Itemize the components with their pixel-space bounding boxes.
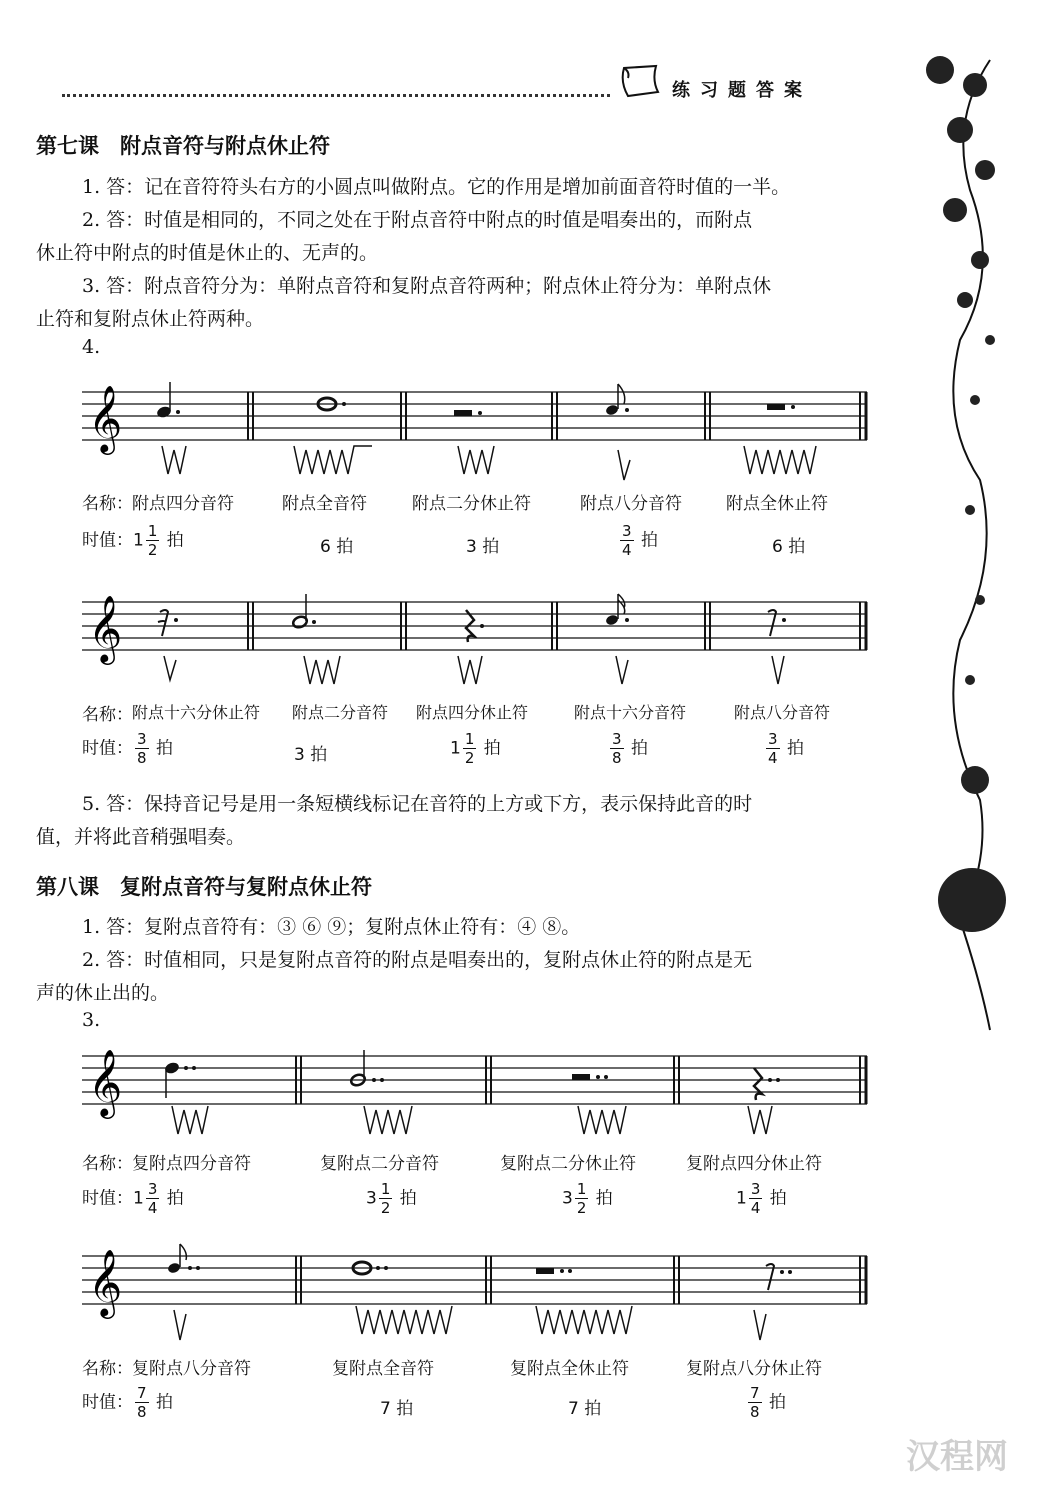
l8-r1-name-4: 复附点四分休止符 xyxy=(686,1154,822,1174)
l7-r1-dur-2: 6 拍 xyxy=(320,537,354,557)
l7-r1-dur-3: 3 拍 xyxy=(466,537,500,557)
l7-r1-name-4: 附点八分音符 xyxy=(580,494,682,514)
name-label: 名称： xyxy=(82,494,133,514)
lesson8-answer-1: 1. 答：复附点音符有：③ ⑥ ⑨；复附点休止符有：④ ⑧。 xyxy=(82,916,581,938)
music-staff-l8-row2 xyxy=(82,1240,872,1350)
name-label: 名称： xyxy=(82,1154,133,1174)
l8-r2-dur-1: 时值： $\frac{7}{8}$ 拍 xyxy=(82,1384,173,1421)
l7-r1-name-5: 附点全休止符 xyxy=(726,494,828,514)
name-label: 名称： xyxy=(82,1359,133,1379)
svg-text:𝄞: 𝄞 xyxy=(88,1048,123,1116)
l7-r1-name-2: 附点全音符 xyxy=(282,494,367,514)
l8-r2-name-2: 复附点全音符 xyxy=(332,1359,434,1379)
lesson7-title: 第七课 附点音符与附点休止符 xyxy=(36,134,330,158)
l8-r2-name-4: 复附点八分休止符 xyxy=(686,1359,822,1379)
l7-r1-dur-1: 时值：1 $\frac{1}{2}$ 拍 xyxy=(82,522,184,559)
lesson7-answer-5a: 5. 答：保持音记号是用一条短横线标记在音符的上方或下方，表示保持此音的时 xyxy=(82,793,753,815)
watermark-logo: 汉程网 xyxy=(906,1437,1008,1477)
l8-r1-dur-3: 3 $\frac{1}{2}$ 拍 xyxy=(562,1180,613,1217)
lesson8-title: 第八课 复附点音符与复附点休止符 xyxy=(36,875,372,899)
l7-r2-dur-4: $\frac{3}{8}$ 拍 xyxy=(612,730,648,767)
lesson7-answer-5b: 值，并将此音稍强唱奏。 xyxy=(36,826,246,848)
l8-r2-name-3: 复附点全休止符 xyxy=(510,1359,629,1379)
l7-r2-name-1: 附点十六分休止符 xyxy=(132,703,261,722)
music-staff-l7-row2 xyxy=(82,590,872,700)
lesson7-answer-2b: 休止符中附点的时值是休止的、无声的。 xyxy=(36,242,379,264)
l7-r2-dur-5: $\frac{3}{4}$ 拍 xyxy=(768,730,804,767)
lesson8-answer-2b: 声的休止出的。 xyxy=(36,982,170,1004)
music-staff-l8-row1 xyxy=(82,1040,872,1150)
l7-r2-name-2: 附点二分音符 xyxy=(292,703,389,722)
l8-r1-dur-1: 时值：1 $\frac{3}{4}$ 拍 xyxy=(82,1180,184,1217)
lesson8-question-3: 3. xyxy=(82,1009,101,1031)
lesson7-question-4: 4. xyxy=(82,336,101,358)
svg-text:𝄞: 𝄞 xyxy=(88,384,123,452)
l7-r2-name-5: 附点八分音符 xyxy=(734,703,831,722)
l7-r1-name-1: 附点四分音符 xyxy=(132,494,234,514)
lesson7-answer-2a: 2. 答：时值是相同的，不同之处在于附点音符中附点的时值是唱奏出的，而附点 xyxy=(82,209,753,231)
header-divider xyxy=(62,94,610,97)
l7-r2-dur-3: 1 $\frac{1}{2}$ 拍 xyxy=(450,730,501,767)
l8-r1-name-3: 复附点二分休止符 xyxy=(500,1154,636,1174)
l7-r2-dur-1: 时值： $\frac{3}{8}$ 拍 xyxy=(82,730,173,767)
scroll-icon xyxy=(618,62,662,102)
lesson7-answer-3b: 止符和复附点休止符两种。 xyxy=(36,308,265,330)
l7-r1-dur-4: $\frac{3}{4}$ 拍 xyxy=(622,522,658,559)
l8-r1-dur-4: 1 $\frac{3}{4}$ 拍 xyxy=(736,1180,787,1217)
l7-r1-name-3: 附点二分休止符 xyxy=(412,494,531,514)
l7-r2-dur-2: 3 拍 xyxy=(294,745,328,765)
l8-r2-name-1: 复附点八分音符 xyxy=(132,1359,251,1379)
l8-r2-dur-2: 7 拍 xyxy=(380,1399,414,1419)
l8-r1-name-1: 复附点四分音符 xyxy=(132,1154,251,1174)
l8-r1-name-2: 复附点二分音符 xyxy=(320,1154,439,1174)
lesson7-answer-3a: 3. 答：附点音符分为：单附点音符和复附点音符两种；附点休止符分为：单附点休 xyxy=(82,275,772,297)
l7-r2-name-4: 附点十六分音符 xyxy=(574,703,687,722)
lesson8-answer-2a: 2. 答：时值相同，只是复附点音符的附点是唱奏出的，复附点休止符的附点是无 xyxy=(82,949,753,971)
l8-r2-dur-3: 7 拍 xyxy=(568,1399,602,1419)
music-staff-l7-row1 xyxy=(82,380,872,490)
header-title: 练习题答案 xyxy=(672,80,812,101)
lesson7-answer-1: 1. 答：记在音符符头右方的小圆点叫做附点。它的作用是增加前面音符时值的一半。 xyxy=(82,176,791,198)
svg-text:𝄞: 𝄞 xyxy=(88,1248,123,1316)
l8-r2-dur-4: $\frac{7}{8}$ 拍 xyxy=(750,1384,786,1421)
l8-r1-dur-2: 3 $\frac{1}{2}$ 拍 xyxy=(366,1180,417,1217)
l7-r1-dur-5: 6 拍 xyxy=(772,537,806,557)
svg-text:𝄞: 𝄞 xyxy=(88,594,123,662)
l7-r2-name-3: 附点四分休止符 xyxy=(416,703,529,722)
name-label: 名称： xyxy=(82,705,133,725)
